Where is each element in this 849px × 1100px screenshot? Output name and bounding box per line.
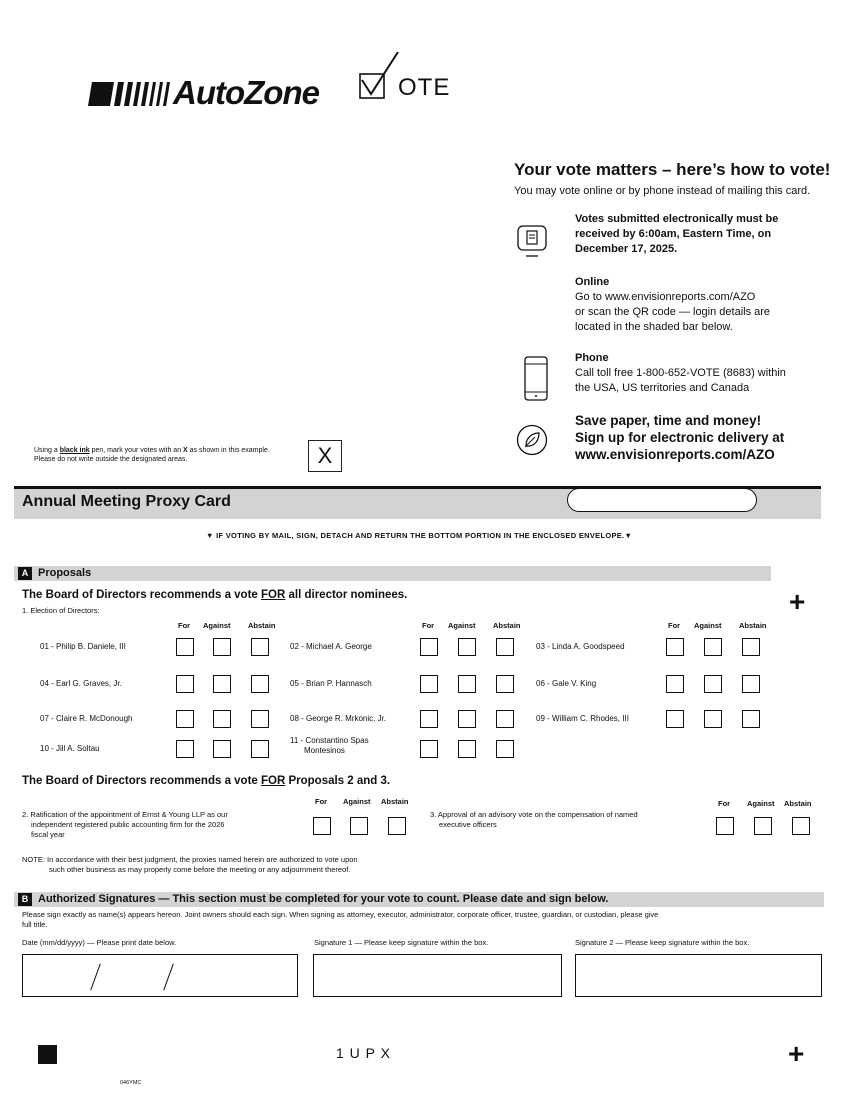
nominee-4-against-checkbox[interactable] — [213, 675, 231, 693]
phone-icon — [524, 356, 548, 402]
computer-icon — [517, 225, 547, 259]
date-input-box[interactable] — [22, 954, 298, 997]
col-against-1: Against — [203, 621, 231, 630]
nominee-9-against-checkbox[interactable] — [704, 710, 722, 728]
nominee-11-abstain-checkbox[interactable] — [496, 740, 514, 758]
board-rec-2-text: The Board of Directors recommends a vote FOR Proposals 2 and 3. — [22, 775, 391, 787]
vote-check-icon — [358, 52, 402, 102]
detach-instructions: ▼ IF VOTING BY MAIL, SIGN, DETACH AND RETURN THE BOTTOM PORTION IN THE ENCLOSED ENVELOPE.▼ — [206, 531, 633, 540]
col-against-3: Against — [694, 621, 722, 630]
vote-subheading: You may vote online or by phone instead of mailing this card. — [514, 185, 811, 197]
board-recommendation-2 — [22, 775, 390, 787]
p2-col-against: Against — [343, 797, 371, 806]
nominee-label: 03 - Linda A. Goodspeed — [536, 642, 625, 651]
proxy-card-title: Annual Meeting Proxy Card — [22, 493, 231, 510]
leaf-icon — [516, 424, 548, 456]
p3-col-for: For — [718, 799, 731, 808]
section-b-tag: B — [18, 893, 32, 906]
signature-2-label: Signature 2 — Please keep signature within the box. — [575, 938, 750, 947]
col-for-2: For — [422, 621, 435, 630]
autozone-logo-text: AutoZone — [173, 74, 319, 111]
nominee-8-abstain-checkbox[interactable] — [496, 710, 514, 728]
date-label: Date (mm/dd/yyyy) — Please print date below. — [22, 938, 177, 947]
nominee-11-for-checkbox[interactable] — [420, 740, 438, 758]
p2-col-for: For — [315, 797, 328, 806]
nominee-label: 11 - Constantino Spas Montesinos — [290, 736, 369, 755]
nominee-10-for-checkbox[interactable] — [176, 740, 194, 758]
p3-col-abstain: Abstain — [784, 799, 812, 808]
col-for-1: For — [178, 621, 191, 630]
footer-plus-mark: + — [788, 1038, 805, 1069]
nominee-6-against-checkbox[interactable] — [704, 675, 722, 693]
nominee-11-against-checkbox[interactable] — [458, 740, 476, 758]
nominee-10-abstain-checkbox[interactable] — [251, 740, 269, 758]
p2-for-checkbox[interactable] — [313, 817, 331, 835]
nominee-4-for-checkbox[interactable] — [176, 675, 194, 693]
nominee-8-against-checkbox[interactable] — [458, 710, 476, 728]
col-abstain-1: Abstain — [248, 621, 276, 630]
col-abstain-2: Abstain — [493, 621, 521, 630]
nominee-2-abstain-checkbox[interactable] — [496, 638, 514, 656]
nominee-5-against-checkbox[interactable] — [458, 675, 476, 693]
nominee-7-against-checkbox[interactable] — [213, 710, 231, 728]
section-a-label: Proposals — [38, 567, 92, 579]
p2-abstain-checkbox[interactable] — [388, 817, 406, 835]
nominee-4-abstain-checkbox[interactable] — [251, 675, 269, 693]
logo-stripes-icon — [88, 82, 178, 106]
nominee-7-abstain-checkbox[interactable] — [251, 710, 269, 728]
nominee-label: 02 - Michael A. George — [290, 642, 372, 651]
signature-1-box[interactable] — [313, 954, 562, 997]
col-for-3: For — [668, 621, 681, 630]
nominee-7-for-checkbox[interactable] — [176, 710, 194, 728]
nominee-3-for-checkbox[interactable] — [666, 638, 684, 656]
nominee-6-for-checkbox[interactable] — [666, 675, 684, 693]
signature-instructions: Please sign exactly as name(s) appears hereon. Joint owners should each sign. When signing as attorney, executor, administrator, corporate officer, trustee, guardian, or custodian, please give full title. — [22, 910, 659, 929]
nominee-label: 01 - Philip B. Daniele, III — [40, 642, 126, 651]
proposal-2-text: 2. Ratification of the appointment of Ernst & Young LLP as our independent registered public accounting firm for the 2026 fiscal year — [22, 810, 228, 839]
nominee-5-abstain-checkbox[interactable] — [496, 675, 514, 693]
date-slash-2 — [163, 964, 174, 991]
example-mark-box: X — [308, 440, 342, 472]
phone-instructions: Phone Call toll free 1-800-652-VOTE (8683) within the USA, US territories and Canada — [575, 352, 786, 394]
p3-for-checkbox[interactable] — [716, 817, 734, 835]
section-b-bar — [14, 892, 824, 907]
nominee-label: 08 - George R. Mrkonic, Jr. — [290, 714, 387, 723]
vote-heading: Your vote matters – here’s how to vote! — [514, 160, 831, 179]
nominee-1-for-checkbox[interactable] — [176, 638, 194, 656]
deadline-text: Votes submitted electronically must be received by 6:00am, Eastern Time, on December 17, 2025. — [575, 213, 779, 255]
section-a-bar — [14, 566, 771, 581]
nominee-1-abstain-checkbox[interactable] — [251, 638, 269, 656]
nominee-1-against-checkbox[interactable] — [213, 638, 231, 656]
col-abstain-3: Abstain — [739, 621, 767, 630]
ink-instructions: Using a black ink pen, mark your votes with an X as shown in this example. Please do not write outside the designated areas. — [34, 447, 270, 463]
online-instructions: Online Go to www.envisionreports.com/AZO or scan the QR code — login details are located in the shaded bar below. — [575, 276, 771, 333]
col-against-2: Against — [448, 621, 476, 630]
p3-against-checkbox[interactable] — [754, 817, 772, 835]
note-text: NOTE: In accordance with their best judgment, the proxies named herein are authorized to vote upon such other business as may properly come before the meeting or any adjournment thereof. — [22, 855, 358, 874]
nominee-3-abstain-checkbox[interactable] — [742, 638, 760, 656]
election-label: 1. Election of Directors: — [22, 606, 100, 615]
registration-square — [38, 1045, 57, 1064]
section-b-label: Authorized Signatures — This section must be completed for your vote to count. Please date and sign below. — [38, 893, 609, 905]
nominee-3-against-checkbox[interactable] — [704, 638, 722, 656]
small-code: 046YMC — [120, 1080, 142, 1086]
nominee-2-for-checkbox[interactable] — [420, 638, 438, 656]
p2-col-abstain: Abstain — [381, 797, 409, 806]
section-a-tag: A — [18, 567, 32, 580]
vote-logo-text: OTE — [398, 74, 451, 101]
footer-code: 1 U P X — [336, 1045, 391, 1061]
p3-col-against: Against — [747, 799, 775, 808]
nominee-label: 07 - Claire R. McDonough — [40, 714, 133, 723]
p3-abstain-checkbox[interactable] — [792, 817, 810, 835]
nominee-9-for-checkbox[interactable] — [666, 710, 684, 728]
registration-plus-mark: + — [789, 586, 806, 617]
board-rec-1-text: The Board of Directors recommends a vote FOR all director nominees. — [22, 589, 408, 601]
nominee-8-for-checkbox[interactable] — [420, 710, 438, 728]
signature-2-box[interactable] — [575, 954, 822, 997]
nominee-label: 06 - Gale V. King — [536, 679, 597, 688]
nominee-6-abstain-checkbox[interactable] — [742, 675, 760, 693]
proposal-3-text: 3. Approval of an advisory vote on the compensation of named executive officers — [430, 810, 638, 829]
nominee-label: 10 - Jill A. Soltau — [40, 744, 100, 753]
nominee-label: 09 - William C. Rhodes, III — [536, 714, 629, 723]
signature-1-label: Signature 1 — Please keep signature within the box. — [314, 938, 489, 947]
electronic-delivery-text: Save paper, time and money! Sign up for electronic delivery at www.envisionreports.com/AZO — [575, 413, 785, 462]
nominee-9-abstain-checkbox[interactable] — [742, 710, 760, 728]
board-recommendation-1 — [22, 589, 407, 601]
nominee-5-for-checkbox[interactable] — [420, 675, 438, 693]
login-oval-field[interactable] — [567, 488, 757, 512]
p2-against-checkbox[interactable] — [350, 817, 368, 835]
nominee-10-against-checkbox[interactable] — [213, 740, 231, 758]
nominee-label: 04 - Earl G. Graves, Jr. — [40, 679, 122, 688]
nominee-label: 05 - Brian P. Hannasch — [290, 679, 372, 688]
date-slash-1 — [90, 964, 101, 991]
nominee-2-against-checkbox[interactable] — [458, 638, 476, 656]
